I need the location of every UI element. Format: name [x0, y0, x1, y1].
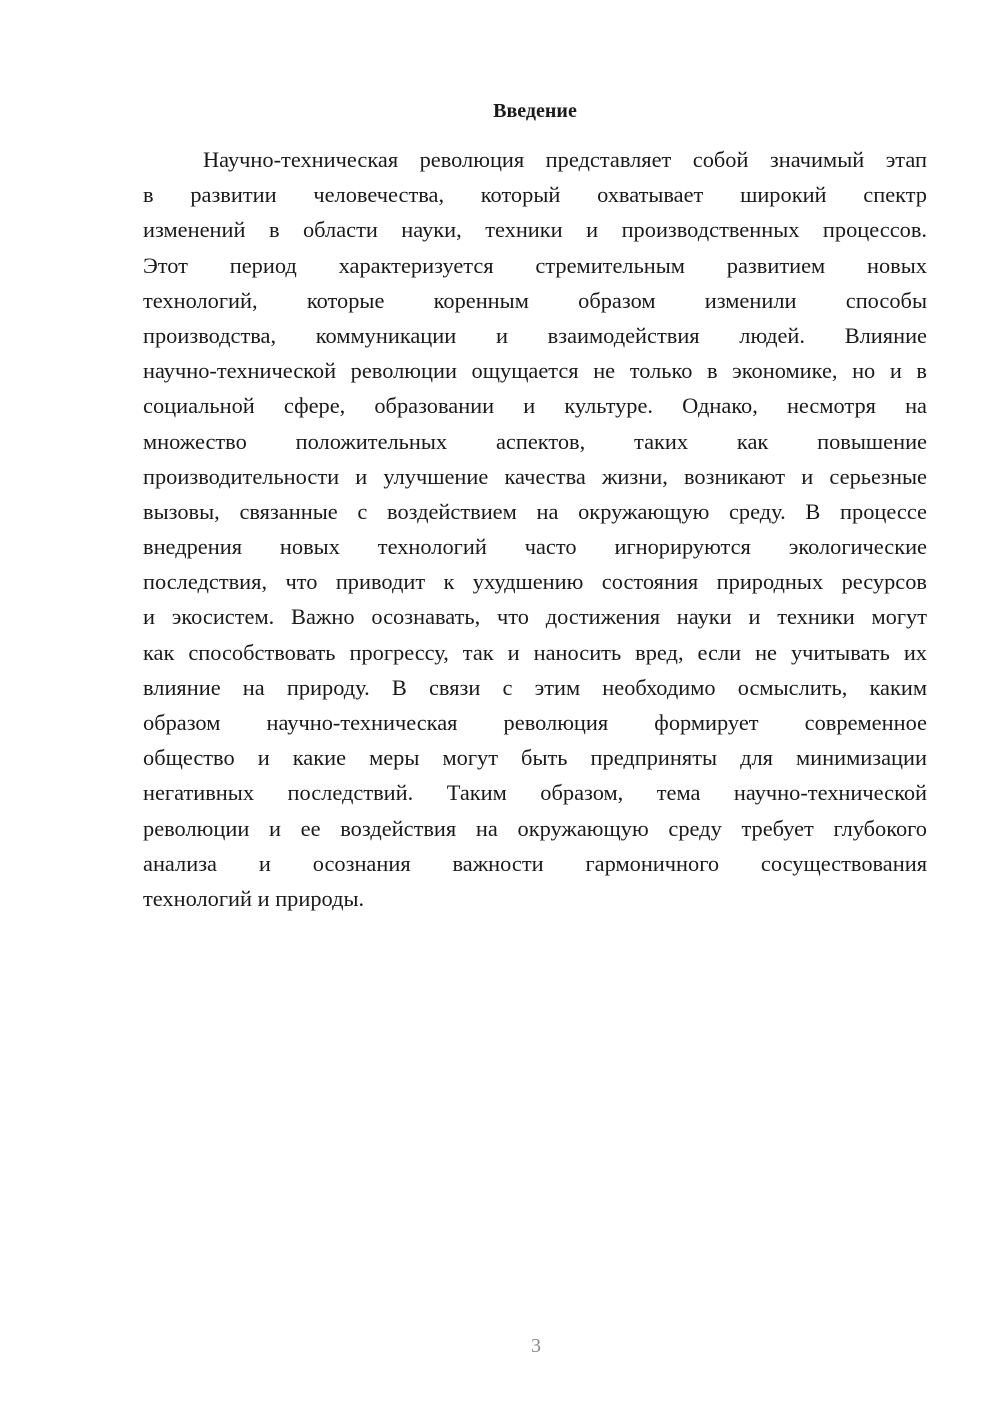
paragraph-line: множество положительных аспектов, таких как повышение — [143, 428, 927, 454]
page-number: 3 — [531, 1335, 541, 1357]
paragraph-line: влияние на природу. В связи с этим необходимо осмыслить, каким — [143, 674, 927, 700]
paragraph-line: технологий и природы. — [143, 885, 365, 911]
paragraph-line: в развитии человечества, который охватывает широкий спектр — [143, 182, 927, 208]
paragraph-line: социальной сфере, образовании и культуре. Однако, несмотря на — [143, 393, 927, 419]
paragraph-line: технологий, которые коренным образом изменили способы — [143, 287, 927, 313]
paragraph-line: производства, коммуникации и взаимодействия людей. Влияние — [143, 322, 927, 348]
paragraph-line: внедрения новых технологий часто игнорируются экологические — [143, 534, 927, 560]
paragraph-line: анализа и осознания важности гармоничного сосуществования — [143, 850, 927, 876]
paragraph-line: Этот период характеризуется стремительным развитием новых — [143, 252, 927, 278]
paragraph-line: и экосистем. Важно осознавать, что достижения науки и техники могут — [143, 604, 927, 630]
paragraph-line: революции и ее воздействия на окружающую среду требует глубокого — [143, 815, 927, 841]
paragraph-line: как способствовать прогрессу, так и наносить вред, если не учитывать их — [143, 639, 927, 665]
paragraph-line: последствия, что приводит к ухудшению состояния природных ресурсов — [143, 569, 927, 595]
section-heading: Введение — [493, 100, 577, 122]
paragraph-line: образом научно-техническая революция формирует современное — [143, 710, 927, 735]
paragraph-line: вызовы, связанные с воздействием на окружающую среду. В процессе — [143, 498, 927, 524]
paragraph-line: изменений в области науки, техники и производственных процессов. — [143, 217, 927, 243]
paragraph-line: Научно-техническая революция представляет собой значимый этап — [203, 147, 927, 172]
paragraph-line: общество и какие меры могут быть предприняты для минимизации — [143, 745, 927, 771]
paragraph-line: научно-технической революции ощущается не только в экономике, но и в — [143, 358, 927, 384]
introduction-paragraph — [143, 142, 927, 916]
paragraph-line: производительности и улучшение качества жизни, возникают и серьезные — [143, 463, 927, 489]
paragraph-line: негативных последствий. Таким образом, тема научно-технической — [143, 780, 927, 806]
